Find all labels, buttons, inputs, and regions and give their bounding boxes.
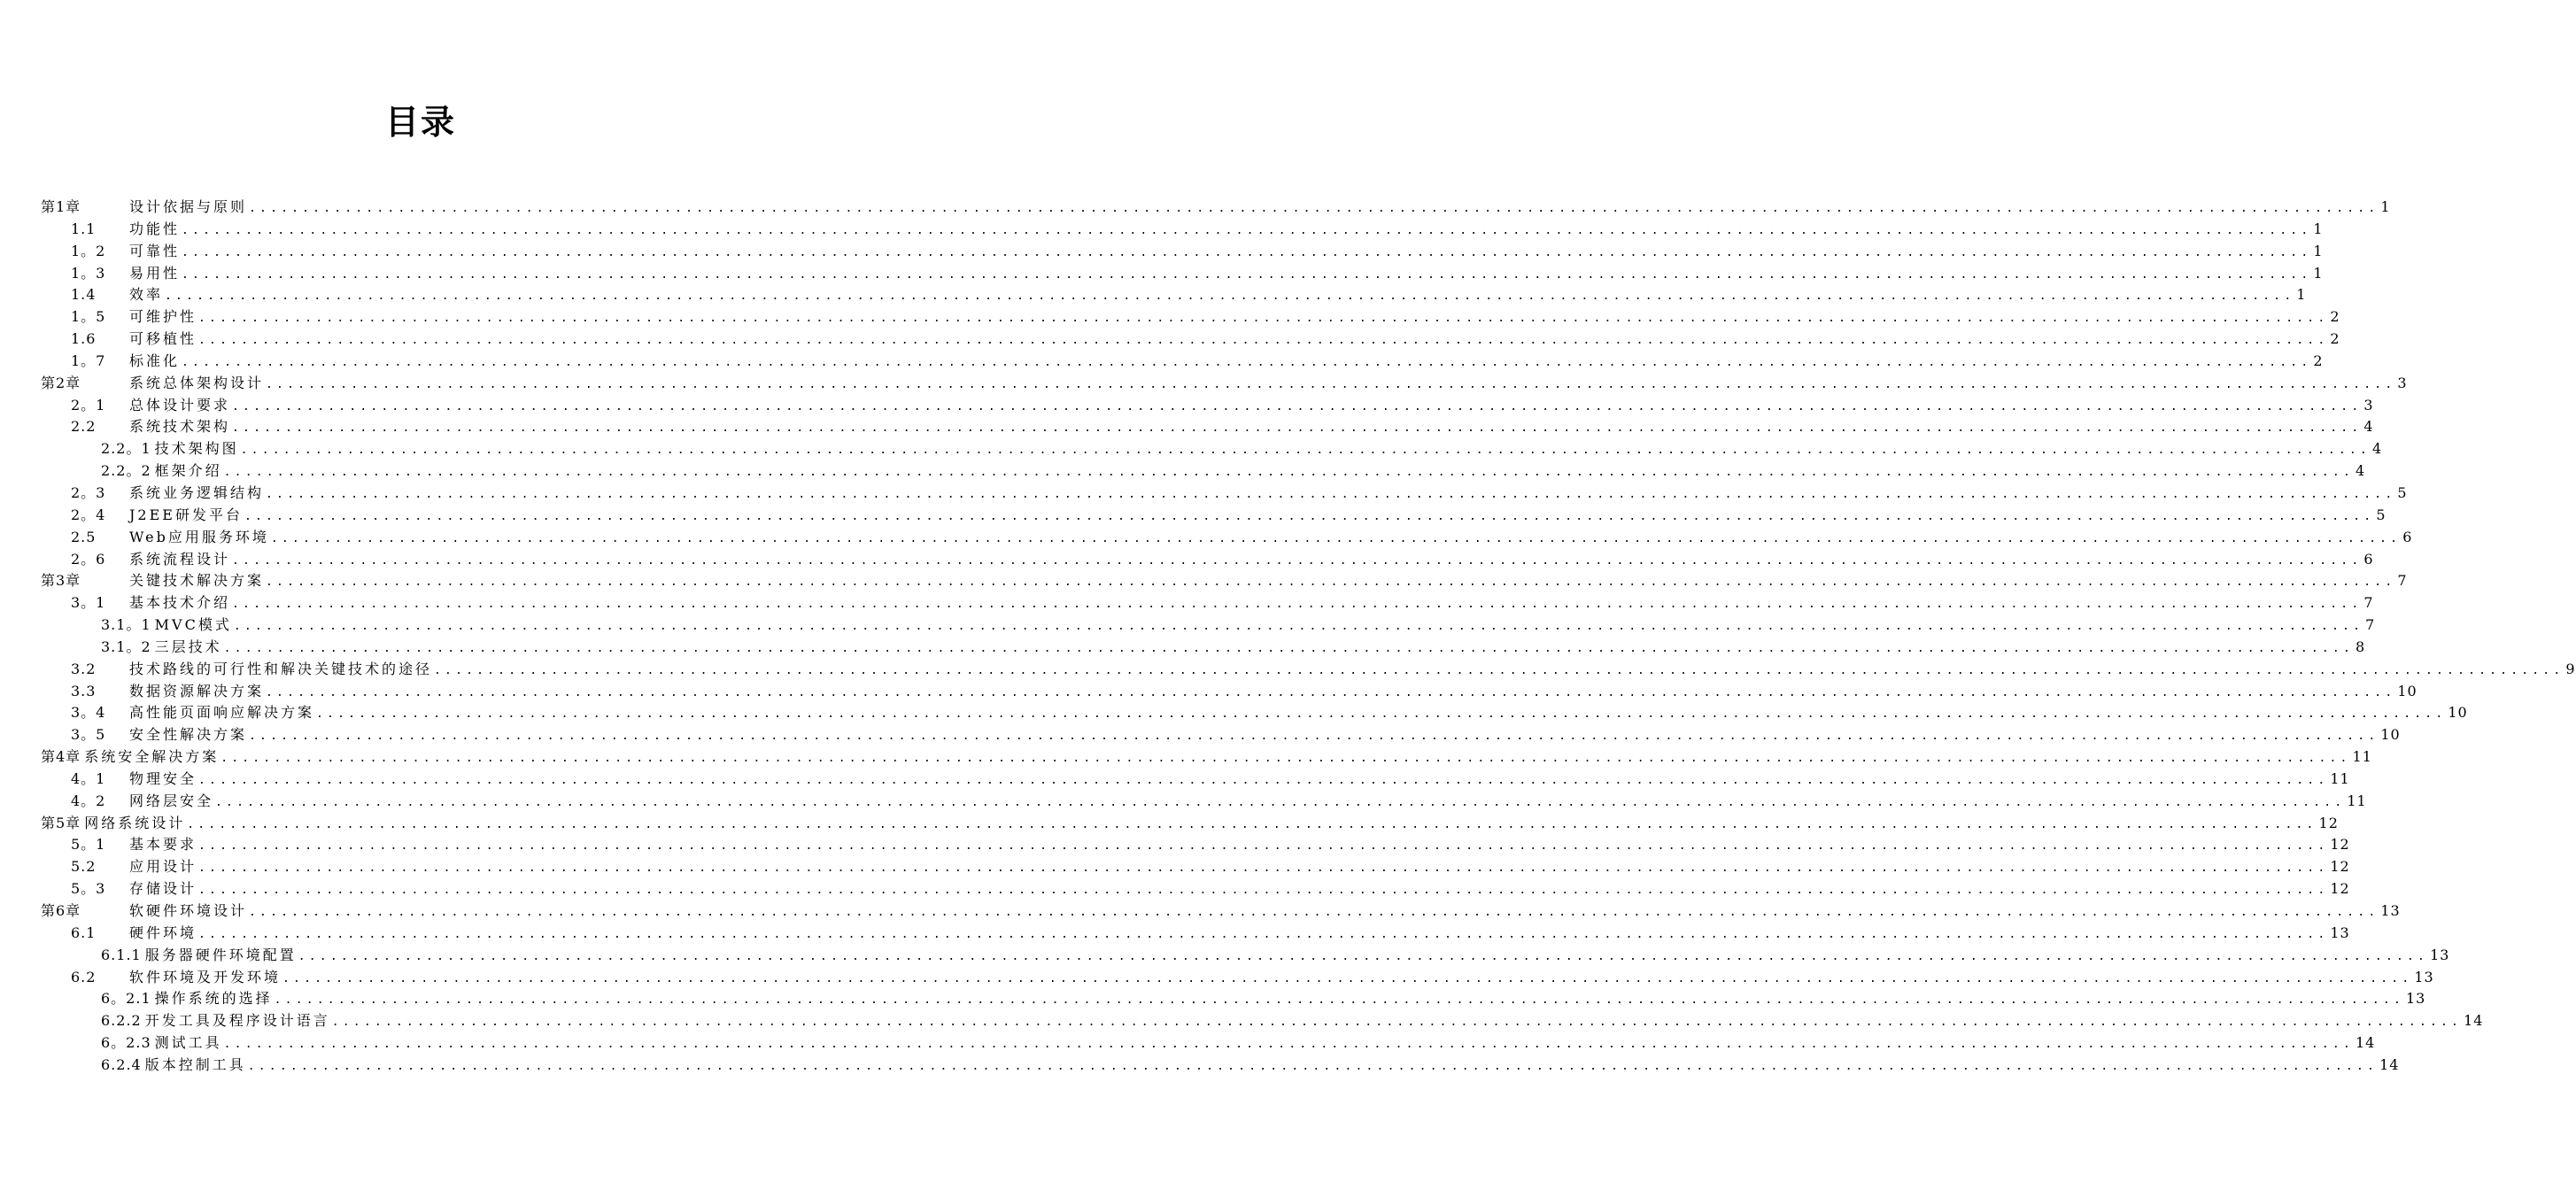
- toc-entry-number: 6.1: [71, 923, 97, 941]
- toc-entry-page-number: 11: [2330, 769, 2350, 787]
- toc-entry-number: 第6章: [41, 902, 81, 919]
- toc-entry[interactable]: [41, 813, 2339, 835]
- toc-entry[interactable]: [41, 724, 2401, 746]
- toc-entry-title: 版本控制工具: [144, 1055, 246, 1073]
- toc-entry[interactable]: [41, 769, 2350, 791]
- toc-dot-leader: ........................................................................................................................................................................................................: [182, 267, 2312, 282]
- toc-entry[interactable]: [41, 900, 2401, 923]
- toc-entry-page-number: 6: [2402, 528, 2413, 545]
- toc-entry-page-number: 13: [2406, 990, 2426, 1008]
- toc-dot-leader: ........................................................................................................................................................................................................: [282, 971, 2413, 985]
- toc-entry-title: 系统流程设计: [129, 550, 231, 568]
- toc-entry[interactable]: [41, 241, 2324, 263]
- toc-entry[interactable]: [41, 681, 2417, 703]
- toc-entry-title: 可移植性: [129, 330, 197, 348]
- toc-entry-title: 技术路线的可行性和解决关键技术的途径: [129, 660, 433, 677]
- toc-dot-leader: ........................................................................................................................................................................................................: [198, 773, 2329, 787]
- toc-entry[interactable]: [41, 791, 2367, 813]
- toc-dot-leader: ........................................................................................................................................................................................................: [223, 641, 2354, 655]
- toc-entry-number: 2。6: [71, 550, 106, 568]
- toc-entry-number: 3。5: [71, 726, 106, 744]
- toc-entry-number: 3.1。2: [101, 638, 151, 655]
- toc-entry[interactable]: [41, 438, 2383, 460]
- toc-entry-number: 1。3: [71, 264, 106, 282]
- toc-entry-page-number: 2: [2313, 352, 2324, 369]
- toc-entry-title: 测试工具: [154, 1034, 222, 1052]
- toc-entry-title: 开发工具及程序设计语言: [144, 1012, 330, 1030]
- toc-entry-page-number: 3: [2397, 374, 2408, 391]
- toc-entry-page-number: 13: [2414, 968, 2434, 985]
- toc-entry-page-number: 7: [2397, 572, 2408, 590]
- toc-entry[interactable]: [41, 460, 2366, 483]
- toc-entry-title: 高性能页面响应解决方案: [129, 704, 315, 722]
- toc-entry-title: 可维护性: [129, 308, 197, 326]
- toc-entry-number: 1.6: [71, 330, 97, 348]
- toc-entry-title: 标准化: [129, 352, 181, 369]
- toc-entry[interactable]: [41, 637, 2366, 659]
- toc-entry-page-number: 12: [2330, 836, 2350, 854]
- toc-entry-number: 3.1。1: [101, 616, 151, 634]
- toc-entry-title: 系统总体架构设计: [129, 374, 265, 391]
- toc-entry-title: 技术架构图: [154, 440, 239, 458]
- toc-entry-number: 2.2。1: [101, 440, 151, 458]
- toc-entry[interactable]: [41, 614, 2376, 637]
- toc-entry-page-number: 10: [2397, 682, 2417, 699]
- toc-dot-leader: ........................................................................................................................................................................................................: [182, 223, 2312, 237]
- toc-entry[interactable]: [41, 219, 2324, 241]
- toc-entry-title: 物理安全: [129, 769, 197, 787]
- toc-dot-leader: ........................................................................................................................................................................................................: [247, 1059, 2379, 1073]
- toc-entry[interactable]: [41, 1055, 2400, 1077]
- toc-entry-title: 安全性解决方案: [129, 726, 248, 744]
- toc-entry-number: 5.2: [71, 858, 97, 876]
- toc-entry-page-number: 1: [2380, 198, 2391, 215]
- table-of-contents: [41, 197, 2576, 1077]
- toc-entry-title: 服务器硬件环境配置: [144, 946, 297, 963]
- toc-entry-title: 基本技术介绍: [129, 594, 231, 612]
- toc-dot-leader: ........................................................................................................................................................................................................: [266, 487, 2396, 501]
- toc-dot-leader: ........................................................................................................................................................................................................: [198, 334, 2329, 348]
- toc-entry-page-number: 7: [2365, 616, 2376, 634]
- toc-entry-page-number: 12: [2318, 814, 2339, 831]
- toc-entry-page-number: 10: [2448, 704, 2468, 722]
- toc-dot-leader: ........................................................................................................................................................................................................: [244, 509, 2375, 523]
- toc-entry-title: 关键技术解决方案: [129, 572, 265, 590]
- toc-entry-title: 软件环境及开发环境: [129, 968, 282, 985]
- toc-entry-number: 6.1.1: [101, 946, 142, 963]
- toc-entry[interactable]: [41, 263, 2324, 285]
- toc-dot-leader: ........................................................................................................................................................................................................: [165, 290, 2295, 304]
- toc-entry-number: 6.2: [71, 968, 97, 985]
- toc-dot-leader: ........................................................................................................................................................................................................: [233, 620, 2364, 634]
- toc-entry-title: 系统安全解决方案: [84, 748, 220, 766]
- toc-entry-number: 6。2.1: [101, 990, 151, 1008]
- toc-entry-title: 总体设计要求: [129, 396, 231, 413]
- toc-dot-leader: ........................................................................................................................................................................................................: [266, 685, 2396, 699]
- toc-entry-page-number: 11: [2347, 792, 2367, 809]
- toc-entry-title: 易用性: [129, 264, 181, 282]
- toc-entry[interactable]: [41, 659, 2576, 681]
- toc-entry[interactable]: [41, 702, 2468, 724]
- toc-dot-leader: ........................................................................................................................................................................................................: [198, 312, 2329, 326]
- page-title: 目录: [384, 103, 456, 142]
- toc-entry-number: 2。3: [71, 483, 106, 501]
- toc-entry-page-number: 1: [2296, 286, 2307, 304]
- toc-entry-number: 6.2.4: [101, 1055, 142, 1073]
- toc-entry-page-number: 4: [2356, 462, 2366, 480]
- toc-entry-page-number: 1: [2313, 242, 2324, 259]
- toc-entry-page-number: 3: [2363, 396, 2374, 413]
- toc-dot-leader: ........................................................................................................................................................................................................: [249, 730, 2379, 744]
- toc-entry-title: 硬件环境: [129, 923, 197, 941]
- toc-dot-leader: ........................................................................................................................................................................................................: [215, 795, 2346, 809]
- toc-entry-number: 2.2。2: [101, 462, 151, 480]
- toc-entry-number: 4。2: [71, 792, 106, 809]
- toc-entry[interactable]: [41, 306, 2340, 328]
- toc-entry[interactable]: [41, 197, 2391, 219]
- toc-entry-title: 功能性: [129, 220, 181, 237]
- toc-dot-leader: ........................................................................................................................................................................................................: [220, 752, 2351, 766]
- toc-entry-title: 存储设计: [129, 880, 197, 898]
- toc-entry-page-number: 12: [2330, 880, 2350, 898]
- toc-entry-page-number: 2: [2330, 330, 2340, 348]
- toc-entry-number: 3.3: [71, 682, 97, 699]
- toc-dot-leader: ........................................................................................................................................................................................................: [266, 377, 2396, 391]
- toc-entry-title: 应用设计: [129, 858, 197, 876]
- toc-entry-title: Web应用服务环境: [129, 528, 269, 545]
- toc-dot-leader: ........................................................................................................................................................................................................: [266, 576, 2396, 590]
- toc-entry-title: MVC模式: [154, 616, 232, 634]
- toc-entry[interactable]: [41, 351, 2324, 373]
- toc-entry-title: 网络系统设计: [84, 814, 186, 831]
- toc-dot-leader: ........................................................................................................................................................................................................: [232, 421, 2363, 436]
- toc-entry-number: 4。1: [71, 769, 106, 787]
- toc-entry[interactable]: [41, 284, 2307, 306]
- toc-entry-title: 基本要求: [129, 836, 197, 854]
- toc-entry-number: 3。4: [71, 704, 106, 722]
- toc-entry[interactable]: [41, 328, 2340, 351]
- toc-entry-number: 3.2: [71, 660, 97, 677]
- toc-entry[interactable]: [41, 483, 2408, 505]
- toc-entry-title: 系统技术架构: [129, 418, 231, 436]
- toc-entry-page-number: 12: [2330, 858, 2350, 876]
- toc-dot-leader: ........................................................................................................................................................................................................: [331, 1016, 2463, 1030]
- toc-entry-number: 1.4: [71, 286, 97, 304]
- toc-dot-leader: ........................................................................................................................................................................................................: [434, 663, 2564, 677]
- toc-entry-page-number: 14: [2464, 1012, 2484, 1030]
- toc-entry-number: 1。5: [71, 308, 106, 326]
- toc-entry[interactable]: [41, 395, 2374, 417]
- toc-entry-page-number: 14: [2356, 1034, 2376, 1052]
- toc-entry-page-number: 10: [2380, 726, 2401, 744]
- toc-entry-title: 框架介绍: [154, 462, 222, 480]
- toc-entry-page-number: 13: [2430, 946, 2450, 963]
- toc-entry-page-number: 1: [2313, 220, 2324, 237]
- toc-dot-leader: ........................................................................................................................................................................................................: [187, 817, 2317, 831]
- toc-entry-page-number: 2: [2330, 308, 2340, 326]
- toc-entry-page-number: 11: [2352, 748, 2372, 766]
- toc-entry-number: 第5章: [41, 814, 81, 831]
- toc-entry-title: 三层技术: [154, 638, 222, 655]
- toc-dot-leader: ........................................................................................................................................................................................................: [223, 466, 2354, 480]
- toc-entry-number: 6。2.3: [101, 1034, 151, 1052]
- toc-entry[interactable]: [41, 856, 2350, 878]
- toc-entry-number: 2。1: [71, 396, 106, 413]
- toc-entry-title: J2EE研发平台: [129, 506, 243, 523]
- toc-entry-title: 系统业务逻辑结构: [129, 483, 265, 501]
- toc-entry-page-number: 6: [2363, 550, 2374, 568]
- toc-dot-leader: ........................................................................................................................................................................................................: [223, 1038, 2354, 1052]
- toc-entry-number: 3。1: [71, 594, 106, 612]
- toc-entry[interactable]: [41, 878, 2350, 900]
- toc-entry-title: 设计依据与原则: [129, 198, 248, 215]
- toc-entry[interactable]: [41, 527, 2413, 549]
- toc-entry-number: 第1章: [41, 198, 81, 215]
- toc-entry[interactable]: [41, 549, 2374, 571]
- toc-dot-leader: ........................................................................................................................................................................................................: [316, 707, 2447, 722]
- toc-entry-title: 数据资源解决方案: [129, 682, 265, 699]
- toc-entry-page-number: 5: [2376, 506, 2386, 523]
- toc-dot-leader: ........................................................................................................................................................................................................: [232, 598, 2363, 612]
- toc-entry-page-number: 1: [2313, 264, 2324, 282]
- toc-entry-number: 第4章: [41, 748, 81, 766]
- toc-entry-title: 效率: [129, 286, 164, 304]
- toc-entry[interactable]: [41, 1032, 2376, 1055]
- toc-entry-page-number: 13: [2330, 923, 2350, 941]
- toc-entry-number: 5。1: [71, 836, 106, 854]
- toc-entry-title: 软硬件环境设计: [129, 902, 248, 919]
- toc-entry-page-number: 4: [2372, 440, 2383, 458]
- toc-entry-number: 1.1: [71, 220, 97, 237]
- toc-dot-leader: ........................................................................................................................................................................................................: [198, 839, 2329, 854]
- toc-entry[interactable]: [41, 1010, 2484, 1032]
- toc-dot-leader: ........................................................................................................................................................................................................: [182, 245, 2312, 259]
- toc-entry-page-number: 7: [2363, 594, 2374, 612]
- toc-entry-title: 可靠性: [129, 242, 181, 259]
- toc-entry[interactable]: [41, 373, 2408, 395]
- toc-entry-number: 1。7: [71, 352, 106, 369]
- toc-entry-number: 5。3: [71, 880, 106, 898]
- toc-entry-number: 第2章: [41, 374, 81, 391]
- toc-dot-leader: ........................................................................................................................................................................................................: [240, 444, 2371, 458]
- toc-dot-leader: ........................................................................................................................................................................................................: [198, 862, 2329, 876]
- toc-entry-title: 操作系统的选择: [154, 990, 273, 1008]
- toc-dot-leader: ........................................................................................................................................................................................................: [249, 906, 2379, 919]
- toc-entry-page-number: 9: [2565, 660, 2576, 677]
- toc-entry[interactable]: [41, 967, 2434, 989]
- toc-entry[interactable]: [41, 923, 2350, 945]
- toc-dot-leader: ........................................................................................................................................................................................................: [298, 949, 2429, 963]
- toc-dot-leader: ........................................................................................................................................................................................................: [232, 399, 2363, 413]
- toc-entry-number: 2。4: [71, 506, 106, 523]
- toc-entry[interactable]: [41, 592, 2374, 614]
- toc-entry-number: 2.2: [71, 418, 97, 436]
- toc-entry[interactable]: [41, 746, 2372, 769]
- toc-entry[interactable]: [41, 416, 2374, 438]
- toc-entry[interactable]: [41, 505, 2386, 527]
- toc-dot-leader: ........................................................................................................................................................................................................: [182, 355, 2312, 369]
- toc-dot-leader: ........................................................................................................................................................................................................: [198, 927, 2329, 941]
- toc-dot-leader: ........................................................................................................................................................................................................: [249, 202, 2379, 215]
- toc-entry-page-number: 14: [2379, 1055, 2400, 1073]
- toc-entry-number: 1。2: [71, 242, 106, 259]
- toc-entry-number: 第3章: [41, 572, 81, 590]
- toc-entry-page-number: 5: [2397, 483, 2408, 501]
- toc-entry[interactable]: [41, 570, 2408, 592]
- toc-dot-leader: ........................................................................................................................................................................................................: [270, 531, 2402, 545]
- toc-dot-leader: ........................................................................................................................................................................................................: [274, 993, 2404, 1008]
- toc-entry[interactable]: [41, 945, 2450, 967]
- toc-entry-number: 2.5: [71, 528, 97, 545]
- toc-dot-leader: ........................................................................................................................................................................................................: [198, 884, 2329, 898]
- toc-entry-page-number: 4: [2363, 418, 2374, 436]
- toc-entry-number: 6.2.2: [101, 1012, 142, 1030]
- toc-entry[interactable]: [41, 988, 2426, 1010]
- toc-entry[interactable]: [41, 834, 2350, 856]
- toc-entry-page-number: 13: [2380, 902, 2401, 919]
- toc-entry-title: 网络层安全: [129, 792, 214, 809]
- toc-dot-leader: ........................................................................................................................................................................................................: [232, 553, 2363, 568]
- toc-entry-page-number: 8: [2356, 638, 2366, 655]
